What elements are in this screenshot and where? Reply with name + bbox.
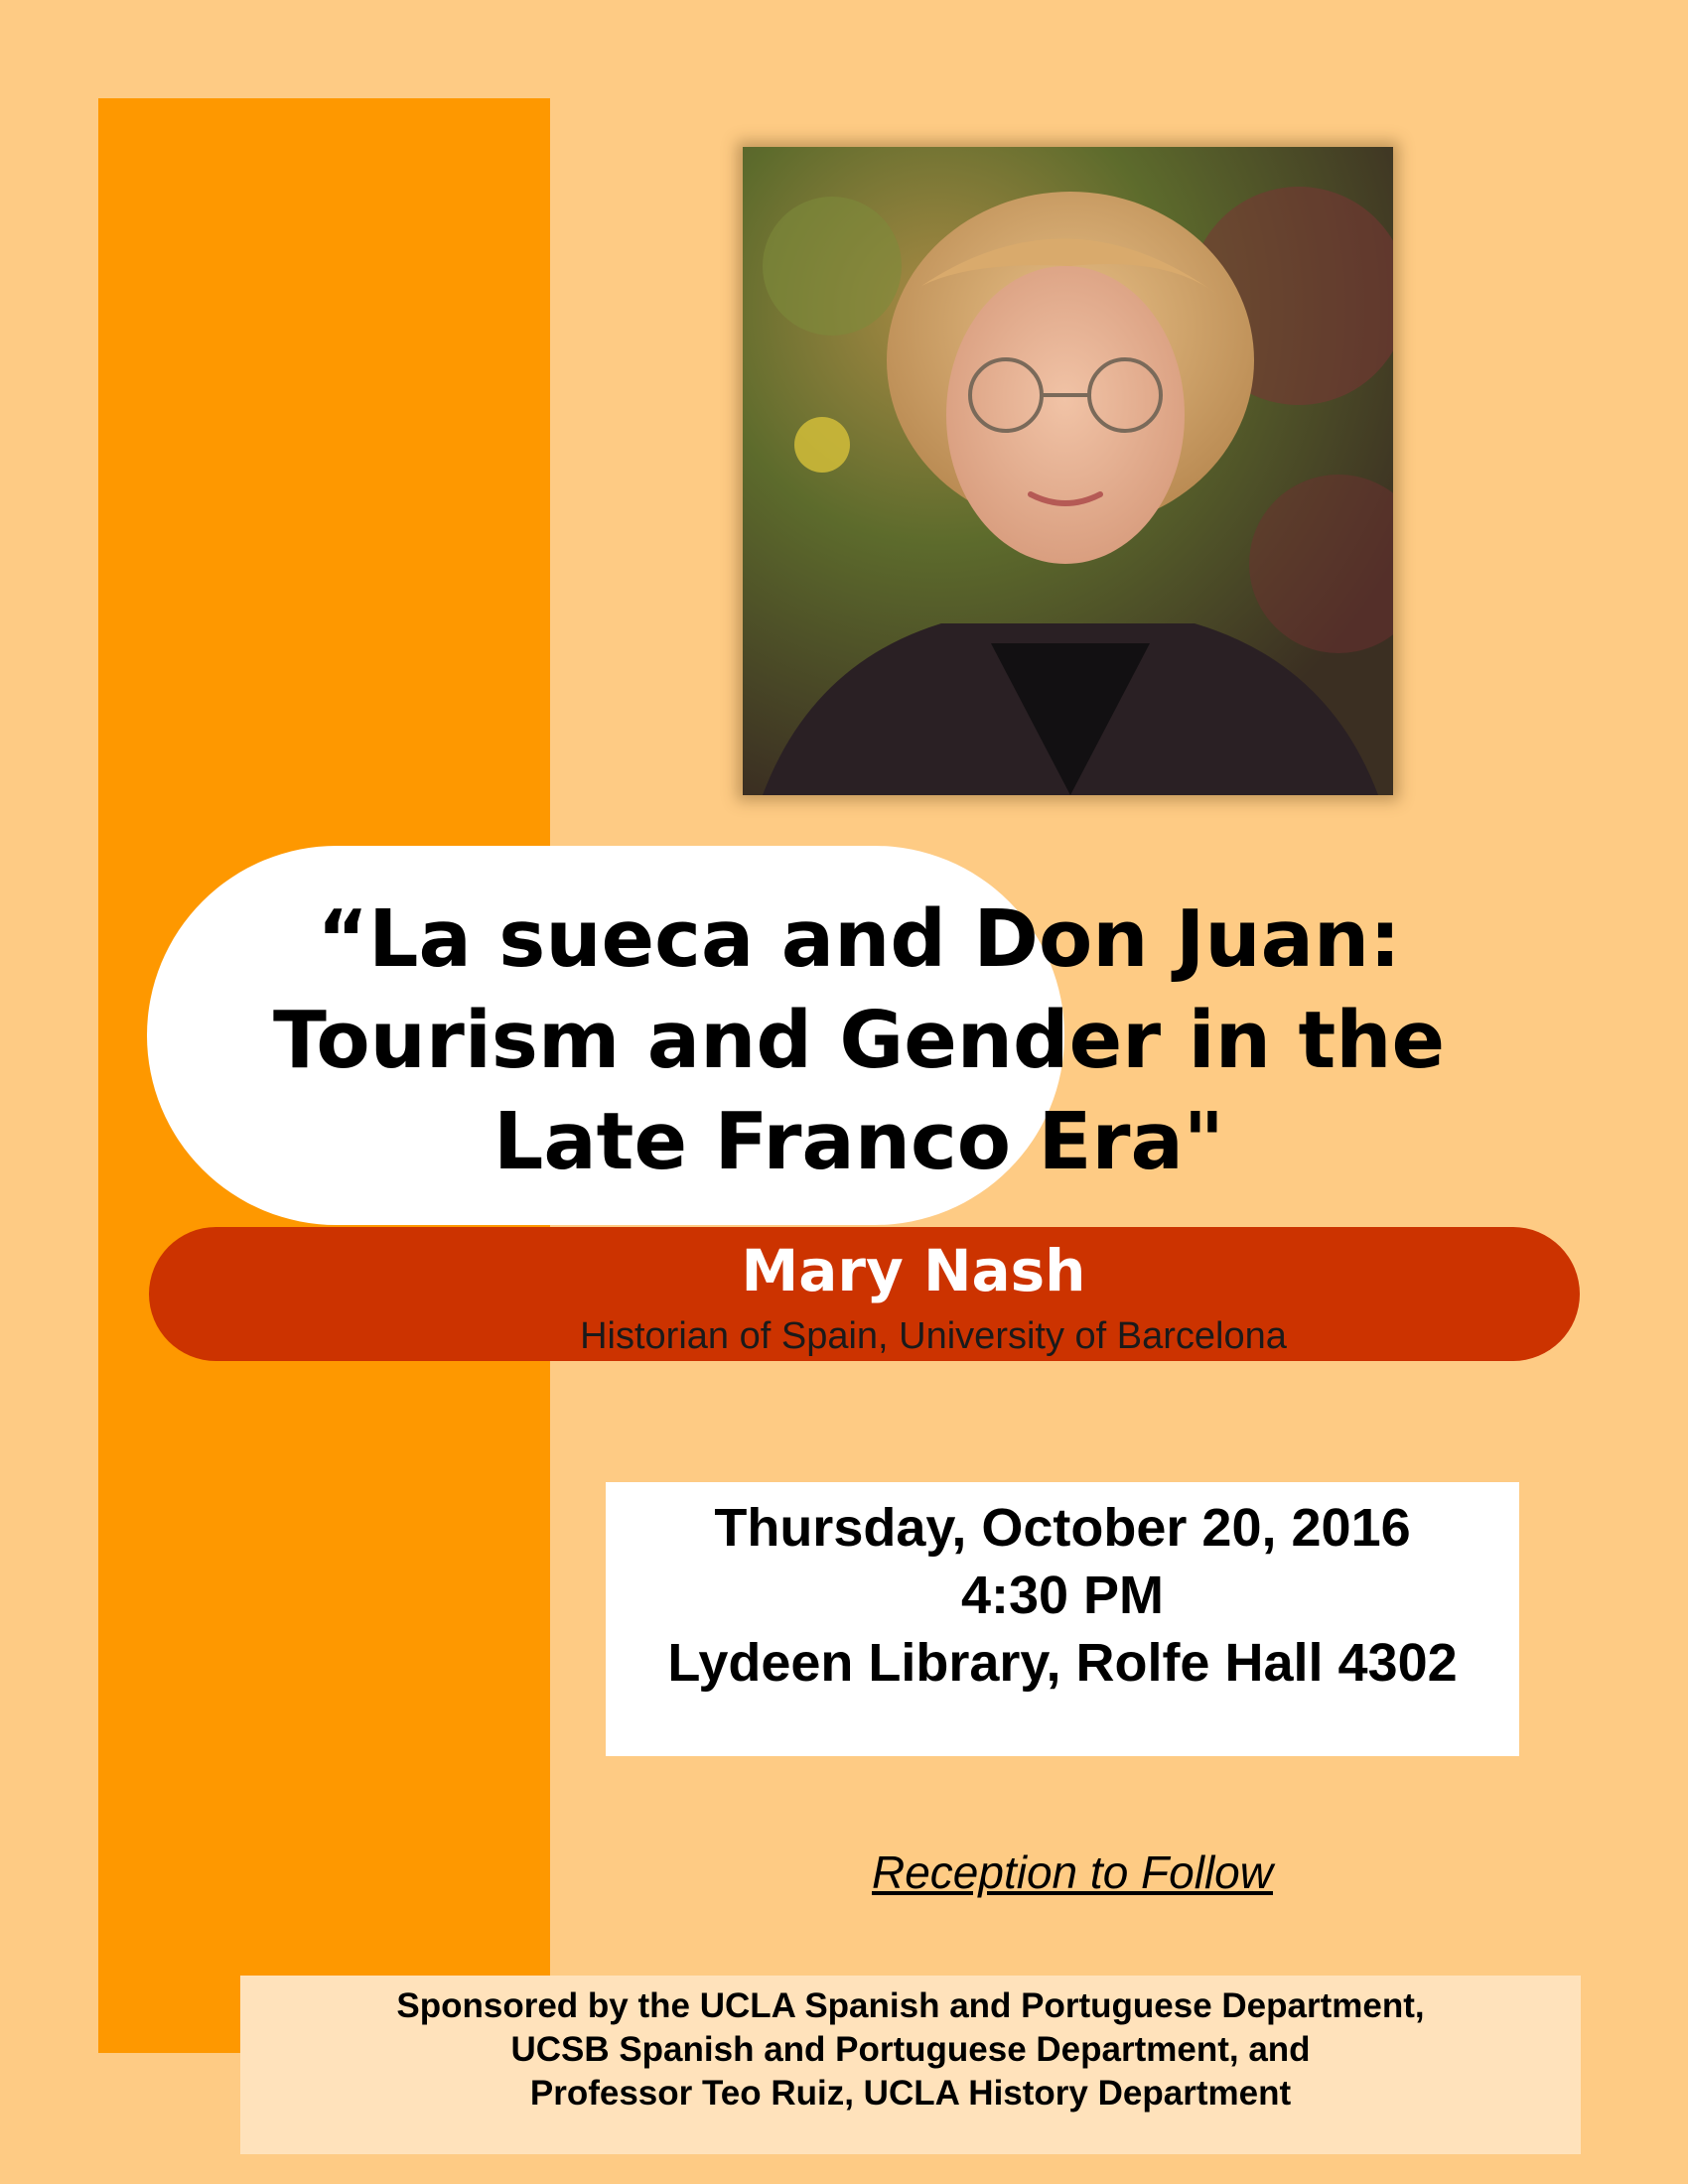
speaker-portrait-illustration (743, 147, 1393, 795)
sponsors-box (240, 1976, 1581, 2154)
event-details-box (606, 1482, 1519, 1756)
event-location: Lydeen Library, Rolfe Hall 4302 (667, 1633, 1458, 1693)
speaker-name: Mary Nash (741, 1237, 1086, 1304)
talk-title-line-2: Tourism and Gender in the (272, 995, 1446, 1086)
sponsor-line-1: Sponsored by the UCLA Spanish and Portuguese Department, (396, 1986, 1425, 2025)
sponsor-line-2: UCSB Spanish and Portuguese Department, and (510, 2030, 1311, 2069)
speaker-photo (743, 147, 1393, 795)
sponsor-line-3: Professor Teo Ruiz, UCLA History Department (529, 2074, 1292, 2113)
talk-title-line-3: Late Franco Era" (493, 1096, 1224, 1187)
talk-title (199, 888, 1519, 1192)
speaker-affiliation: Historian of Spain, University of Barcelona (580, 1315, 1287, 1357)
talk-title-line-1: “La sueca and Don Juan: (317, 893, 1401, 985)
event-time: 4:30 PM (960, 1566, 1165, 1625)
reception-note: Reception to Follow (872, 1846, 1273, 1898)
event-date: Thursday, October 20, 2016 (714, 1498, 1411, 1558)
